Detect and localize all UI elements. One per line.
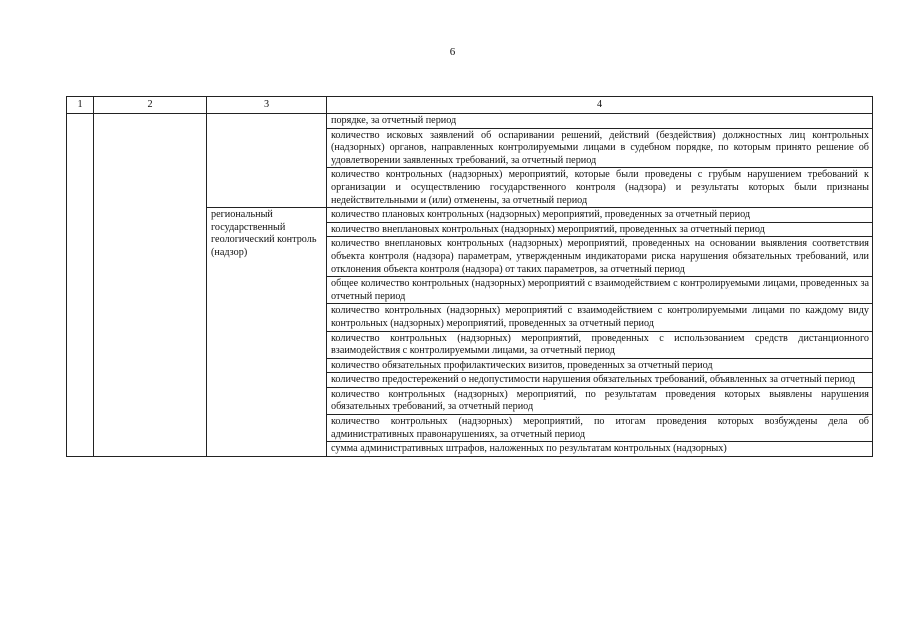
indicator-cell: количество предостережений о недопустимости нарушения обязательных требований, объявленных за отчетный период <box>327 373 873 388</box>
table-row <box>67 114 873 129</box>
indicator-cell: количество контрольных (надзорных) мероприятий, которые были проведены с грубым нарушением требований к организации и осуществлению государственного контроля (надзора) и результаты которых были признаны недействительными и (или) отменены, за отчетный период <box>327 168 873 208</box>
indicator-cell: количество внеплановых контрольных (надзорных) мероприятий, проведенных за отчетный период <box>327 222 873 237</box>
indicator-cell: сумма административных штрафов, наложенных по результатам контрольных (надзорных) <box>327 442 873 457</box>
table-header-row <box>67 97 873 114</box>
indicator-cell: общее количество контрольных (надзорных) мероприятий с взаимодействием с контролируемыми лицами, проведенных за отчетный период <box>327 277 873 304</box>
column-header-1: 1 <box>67 97 94 114</box>
indicator-cell: количество контрольных (надзорных) мероприятий, по итогам проведения которых возбуждены дела об административных правонарушениях, за отчетный период <box>327 415 873 442</box>
column-header-2: 2 <box>94 97 207 114</box>
indicator-cell: порядке, за отчетный период <box>327 114 873 129</box>
column-1-cell <box>67 114 94 457</box>
page-number: 6 <box>449 46 456 58</box>
column-header-3: 3 <box>207 97 327 114</box>
column-header-4: 4 <box>327 97 873 114</box>
indicator-cell: количество контрольных (надзорных) мероприятий, проведенных с использованием средств дистанционного взаимодействия с контролируемыми лицами, за отчетный период <box>327 331 873 358</box>
indicator-cell: количество контрольных (надзорных) мероприятий, по результатам проведения которых выявлены нарушения обязательных требований, за отчетный период <box>327 387 873 414</box>
indicator-cell: количество плановых контрольных (надзорных) мероприятий, проведенных за отчетный период <box>327 208 873 223</box>
column-2-cell <box>94 114 207 457</box>
indicator-cell: количество исковых заявлений об оспаривании решений, действий (бездействия) должностных лиц контрольных (надзорных) органов, направленных контролируемыми лицами в судебном порядке, по которым принято решение об удовлетворении заявленных требований, за отчетный период <box>327 128 873 168</box>
column-3-cell-empty <box>207 114 327 208</box>
indicator-cell: количество контрольных (надзорных) мероприятий с взаимодействием с контролируемыми лицами по каждому виду контрольных (надзорных) мероприятий, проведенных за отчетный период <box>327 304 873 331</box>
control-type-label: региональный государственный геологический контроль (надзор) <box>207 208 327 457</box>
indicators-table <box>66 96 873 457</box>
indicator-cell: количество обязательных профилактических визитов, проведенных за отчетный период <box>327 358 873 373</box>
indicator-cell: количество внеплановых контрольных (надзорных) мероприятий, проведенных на основании выявления соответствия объекта контроля (надзора) параметрам, утвержденным индикаторами риска нарушения обязательных требований, или отклонения объекта контроля (надзора) от таких параметров, за отчетный период <box>327 237 873 277</box>
